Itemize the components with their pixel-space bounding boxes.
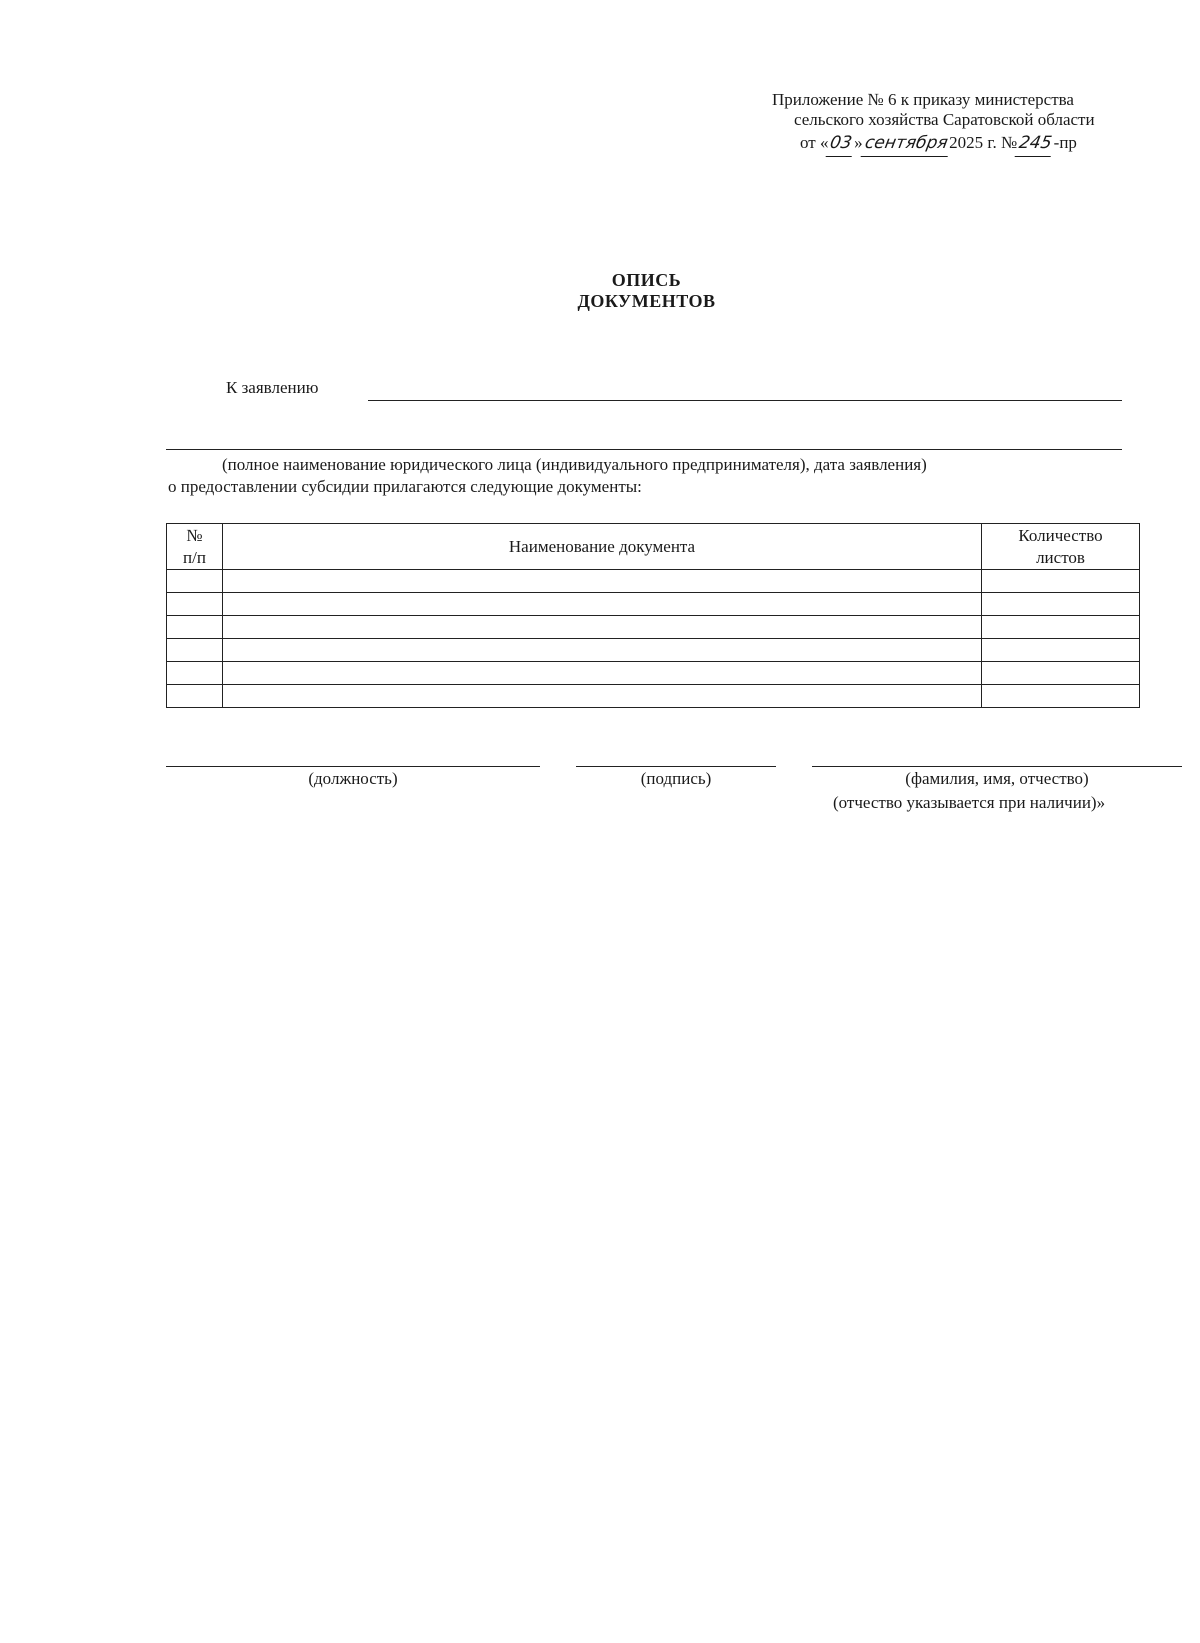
full-name-caption: (фамилия, имя, отчество) xyxy=(905,769,1089,788)
column-header-sheet-count xyxy=(982,524,1140,570)
appendix-date-mid: » xyxy=(854,133,863,152)
cell-sheet-count[interactable] xyxy=(982,685,1140,708)
cell-document-name[interactable] xyxy=(223,639,982,662)
table-header-row xyxy=(167,524,1140,570)
column-header-number xyxy=(167,524,223,570)
signature-caption: (подпись) xyxy=(640,769,712,788)
cell-number[interactable] xyxy=(167,662,223,685)
table-row xyxy=(167,662,1140,685)
cell-document-name[interactable] xyxy=(223,570,982,593)
document-title-line-2: ДОКУМЕНТОВ xyxy=(577,291,716,311)
applicant-caption: (полное наименование юридического лица (индивидуального предпринимателя), дата заявления) xyxy=(222,455,927,474)
column-header-document-name: Наименование документа xyxy=(223,524,982,570)
appendix-handwritten-day: 03 xyxy=(826,130,856,157)
position-caption: (должность) xyxy=(308,769,398,788)
column-header-number-line-2: п/п xyxy=(183,547,206,567)
cell-document-name[interactable] xyxy=(223,616,982,639)
appendix-handwritten-number: 245 xyxy=(1015,130,1056,157)
table-row xyxy=(167,593,1140,616)
appendix-number-suffix: -пр xyxy=(1053,133,1077,152)
cell-number[interactable] xyxy=(167,685,223,708)
cell-document-name[interactable] xyxy=(223,685,982,708)
cell-number[interactable] xyxy=(167,593,223,616)
appendix-line-3 xyxy=(800,130,1077,157)
cell-sheet-count[interactable] xyxy=(982,639,1140,662)
cell-document-name[interactable] xyxy=(223,662,982,685)
statement-intro-text: о предоставлении субсидии прилагаются следующие документы: xyxy=(168,477,642,496)
appendix-line-1: Приложение № 6 к приказу министерства xyxy=(772,90,1074,109)
appendix-date-year: 2025 г. № xyxy=(949,133,1018,152)
documents-table xyxy=(166,523,1140,708)
column-header-number-line-1: № xyxy=(186,525,203,545)
table-row xyxy=(167,639,1140,662)
appendix-date-prefix: от « xyxy=(800,133,829,152)
position-fill-line[interactable] xyxy=(166,766,540,767)
table-row xyxy=(167,616,1140,639)
signature-fill-line[interactable] xyxy=(576,766,776,767)
column-header-sheet-count-line-1: Количество xyxy=(1018,525,1103,545)
cell-document-name[interactable] xyxy=(223,593,982,616)
cell-sheet-count[interactable] xyxy=(982,570,1140,593)
applicant-fill-line[interactable] xyxy=(166,449,1122,450)
patronymic-note: (отчество указывается при наличии)» xyxy=(833,793,1106,812)
full-name-fill-line[interactable] xyxy=(812,766,1182,767)
appendix-handwritten-month: сентября xyxy=(860,130,951,157)
table-row xyxy=(167,685,1140,708)
appendix-line-2: сельского хозяйства Саратовской области xyxy=(794,110,1095,129)
cell-number[interactable] xyxy=(167,639,223,662)
statement-label: К заявлению xyxy=(226,378,319,397)
cell-sheet-count[interactable] xyxy=(982,662,1140,685)
statement-fill-line[interactable] xyxy=(368,400,1122,401)
cell-number[interactable] xyxy=(167,616,223,639)
cell-sheet-count[interactable] xyxy=(982,616,1140,639)
cell-number[interactable] xyxy=(167,570,223,593)
column-header-sheet-count-line-2: листов xyxy=(1036,547,1085,567)
document-title-line-1: ОПИСЬ xyxy=(611,270,682,290)
cell-sheet-count[interactable] xyxy=(982,593,1140,616)
table-row xyxy=(167,570,1140,593)
